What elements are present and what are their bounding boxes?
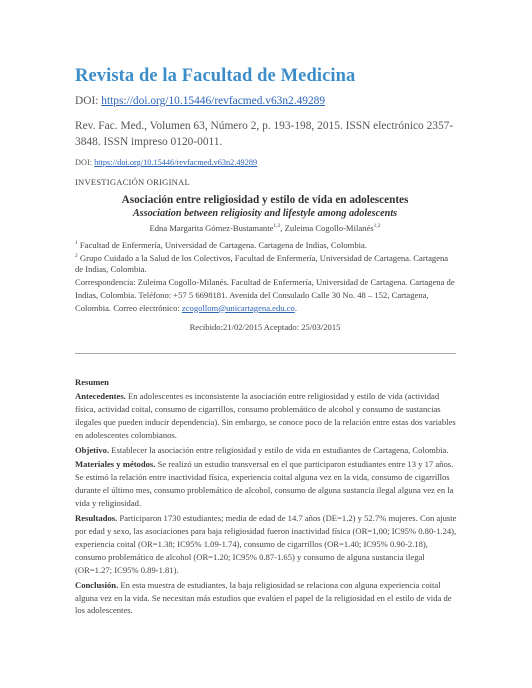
doi-small-link[interactable]: https://doi.org/10.15446/revfacmed.v63n2.49289	[94, 158, 258, 167]
author-2-affiliation: 1,2	[373, 223, 381, 230]
abstract	[75, 376, 458, 619]
journal-title: Revista de la Facultad de Medicina	[75, 66, 356, 86]
affiliation-2-text: Grupo Cuidado a la Salud de los Colectivos, Facultad de Enfermería, Universidad de Cartagena. Cartagena de Indias, Colombia.	[75, 252, 449, 275]
article-title-en: Association between religiosity and lifestyle among adolescents	[132, 208, 398, 219]
abstract-section-head: Conclusión.	[75, 579, 119, 590]
abstract-conclusion	[75, 579, 458, 618]
doi-small-label: DOI:	[75, 158, 95, 167]
email-link[interactable]: zcogollom@unicartagena.edu.co	[181, 302, 295, 313]
abstract-objective	[75, 444, 458, 457]
abstract-section-text: En adolescentes es inconsistente la asociación entre religiosidad y estilo de vida (actividad física, actividad coital, consumo de cigarrillos, consumo problemático de alcohol y consumo de sustancias ilegales que pueden inducir dependencia). Sin embargo, se conoce poco de la relación entre estas dos variables en adolescentes colombianos.	[75, 390, 456, 440]
abstract-section-head: Resultados.	[75, 513, 118, 524]
abstract-results	[75, 512, 458, 577]
abstract-section-head: Antecedentes.	[75, 390, 126, 401]
correspondence-text: Correspondencia: Zuleima Cogollo-Milanés. Facultad de Enfermería, Universidad de Cartagena. Cartagena de Indias, Colombia. Teléfono: +57 5 6698181. Avenida del Consulado Calle 30 No. 48 – 152, Cartagena, Colombia. Correo electrónico:	[75, 277, 455, 313]
abstract-section-text: Establecer la asociación entre religiosidad y estilo de vida en estudiantes de Cartagena, Colombia.	[109, 444, 449, 455]
affiliation-1	[75, 238, 455, 251]
abstract-section-head: Objetivo.	[75, 444, 110, 455]
author-2: Zuleima Cogollo-Milanés	[284, 223, 374, 233]
doi-line	[75, 95, 325, 107]
author-separator: ,	[280, 223, 285, 233]
affiliation-2-marker: 2	[75, 253, 78, 259]
affiliation-1-text: Facultad de Enfermería, Universidad de Cartagena. Cartagena de Indias, Colombia.	[77, 239, 367, 250]
abstract-section-text: Se realizó un estudio transversal en el que participaron estudiantes entre 13 y 17 años. Se estimó la relación entre inactividad física, experiencia coital alguna vez en la vida, consumo de cigarrillos durante el último mes, consumo problemático de alcohol, consumo de alguna sustancia ilegal alguna vez en la vida y religiosidad.	[75, 459, 454, 509]
article-title-es: Asociación entre religiosidad y estilo de vida en adolescentes	[121, 194, 409, 206]
citation: Rev. Fac. Med., Volumen 63, Número 2, p. 193-198, 2015. ISSN electrónico 2357-3848. ISSN impreso 0120-0011.	[75, 120, 454, 148]
email-suffix: .	[294, 302, 297, 313]
received-accepted-dates: Recibido:21/02/2015 Aceptado: 25/03/2015	[189, 322, 341, 332]
affiliation-1-marker: 1	[75, 240, 78, 246]
section-label: INVESTIGACIÓN ORIGINAL	[75, 177, 190, 187]
abstract-section-text: Participaron 1730 estudiantes; media de edad de 14.7 años (DE=1.2) y 52.7% mujeres. Con ajuste por edad y sexo, las asociaciones para baja religiosidad fueron inactividad física (OR=1,00; IC95% 0.80-1.24), experiencia coital (OR=1.38; IC95% 1.09-1.74), consumo de cigarrillos (OR=1.40; IC95% 0.90-2.18), consumo problemático de alcohol (OR=1.20; IC95% 0.87-1.65) y consumo de alguna sustancia ilegal (OR=1.27; IC95% 0.89-1.81).	[75, 513, 457, 575]
doi-link[interactable]: https://doi.org/10.15446/revfacmed.v63n2.49289	[101, 95, 326, 107]
author-1: Edna Margarita Gómez-Bustamante	[149, 223, 274, 233]
affiliation-2	[75, 251, 455, 276]
doi-small-line	[75, 158, 257, 167]
abstract-section-head: Materiales y métodos.	[75, 459, 156, 470]
doi-label: DOI:	[75, 95, 102, 107]
correspondence	[75, 276, 459, 314]
abstract-section-text: En esta muestra de estudiantes, la baja religiosidad se relaciona con alguna experiencia coital alguna vez en la vida. Se necesitan más estudios que evalúen el papel de la religiosidad en el estilo de vida de los adolescentes.	[75, 579, 452, 616]
authors	[75, 223, 455, 233]
abstract-background	[75, 390, 458, 442]
abstract-heading: Resumen	[75, 377, 109, 387]
author-1-affiliation: 1,2	[273, 223, 281, 230]
abstract-methods	[75, 458, 458, 510]
divider	[75, 353, 456, 354]
